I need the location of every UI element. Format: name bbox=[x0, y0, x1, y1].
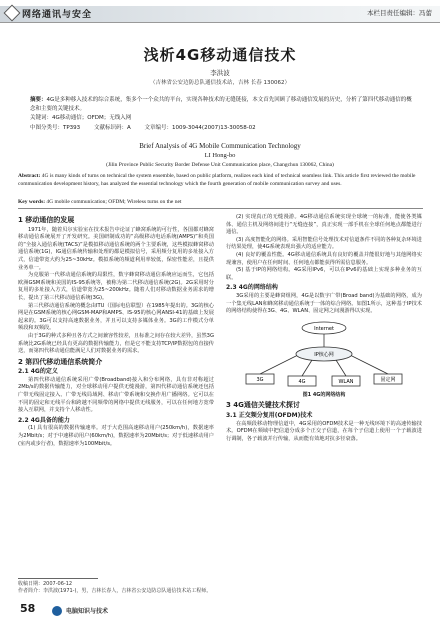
journal-logo-icon bbox=[52, 606, 62, 616]
right-column bbox=[226, 214, 422, 443]
paragraph: 1971年，随着贝尔实验室在技术报告中论证了蜂窝系统的可行性，各国都对蜂窝移动通信系统展开了开发研究。美国研制成功的“高级移动电话系统(AMPS)”和英国的“全接入通信系统(TACS)”是模拟移动通信系统的两个主要系统，这些模拟蜂窝移动通信系统(1G)，IG通信系统传输和处理的都是模拟信号，采用频分复用的多址接入方式，信道带宽大约为25~30kHz。模拟系统的频道利用率较低，保密性能差，且提供业务单一。 bbox=[18, 226, 214, 271]
subsection-heading: 3.1 正交频分复用(OFDM)技术 bbox=[226, 411, 313, 419]
english-keywords bbox=[18, 199, 423, 205]
english-affiliation: (Jilin Province Public Security Border Defense Unit Communication place, Changchun 130062, China) bbox=[106, 162, 334, 168]
received-date: 收稿日期：2007-06-12 bbox=[18, 581, 73, 587]
paragraph: 3G采用的主要是蜂窝组网，4G是以数字广带(Broad band)为基础的网络，成为一个集无线LAN和蜂窝移动通信系统于一体的综合网络。如图1所示，这种基于IP技术的网络结构使得在3G、4G、WLAN、固定网之间漫游得以实现。 bbox=[226, 292, 422, 315]
ip-core-label: IP核心网 bbox=[314, 351, 334, 358]
subsection-heading: 2.3 4G的网络结构 bbox=[226, 284, 278, 292]
paragraph: 在高频段移动物理信道中，4G采用的OFDM技术是一种无线环境下的高速传输技术。OFDM在频域中把信道分成多个正交子信道，在每个子信道上使用一个子载波进行调制，各子载波并行传输，从而能有效地对抗多径衰落。 bbox=[226, 420, 422, 442]
footnote bbox=[18, 581, 218, 595]
page-footer bbox=[0, 598, 440, 620]
network-diagram bbox=[226, 320, 422, 390]
subsection-heading: 2.2 4G具备的能力 bbox=[18, 416, 70, 424]
paragraph: 由于3G的种式多种且各方式之间兼容性较差，且标准之间存在较大差异，虽然3G系统比2G系统已经具有更高的数据传输能力，但是它不能支持TCP/IP数据包的直接传送，而第四代移动通信能满足人们对数据业务的需求。 bbox=[18, 332, 214, 355]
doc-code: 文献标识码：A bbox=[93, 125, 131, 131]
paragraph: (4) 良好的覆盖性能。4G移动通信系统具有良好的覆盖并能很好地与其他网络实现兼容，使用户在任何时间、任何地点都能获得所需信息服务。 bbox=[226, 251, 422, 266]
english-title: Brief Analysis of 4G Mobile Communication Technology bbox=[139, 142, 301, 150]
header-editor: 本栏目责任编辑：冯蕾 bbox=[367, 9, 432, 17]
link-core-wlan bbox=[336, 360, 346, 376]
paper-affiliation: （吉林省公安边防总队通信技术站，吉林 长春 130062） bbox=[150, 80, 290, 86]
paragraph: (2) 实现真正的无缝漫游。4G移动通信系统实现全球统一的标准，能使各类媒体、通信主机及网络间进行“无缝连接”，真正实现一部手机在全球任何地点都能进行通信。 bbox=[226, 214, 422, 236]
section-heading: 1 移动通信的发展 bbox=[18, 216, 75, 224]
journal-name: 电脑知识与技术 bbox=[66, 608, 109, 615]
paragraph: (5) 基于IP的网络结构。4G采用IPv6，可以在IPv6的基础上实现多种业务的互联。 bbox=[226, 267, 422, 281]
link-core-4g bbox=[302, 360, 312, 376]
link-core-3g bbox=[260, 355, 298, 374]
abstract bbox=[30, 96, 415, 123]
paper-title: 浅析4G移动通信技术 bbox=[143, 46, 297, 64]
keywords: 关键词：4G移动通信；OFDM；无线入网 bbox=[30, 115, 132, 121]
classification-line bbox=[30, 124, 415, 133]
english-author: LI Hong-bo bbox=[204, 152, 236, 159]
english-abstract bbox=[18, 172, 423, 188]
internet-label: Internet bbox=[314, 325, 334, 332]
page-header bbox=[0, 0, 440, 30]
link-core-fixed bbox=[350, 355, 388, 374]
figure-caption: 图1 4G的网络结构 bbox=[302, 391, 346, 398]
network-diagram-svg bbox=[226, 320, 422, 390]
english-keywords-text: 4G mobile communication; OFDM; Wireless turns on the net bbox=[46, 199, 182, 205]
abstract-label: 摘要： bbox=[30, 97, 47, 103]
paragraph: 第四代移动通信系统采用广带(Broadband)接入和分布网络，具有非对称超过2Mb/s的数据传输能力，对全球移动用户提供无缝漫游，第四代移动通信系统还包括广带无线固定接入、广带无线局域网、移动广带系统和交换作用广播网络。它可以在不同的固定和无线平台和跨越不同频带的网络中提供无线服务，可以在任何地方宽带接入互联网，并支持个人移动性。 bbox=[18, 376, 214, 414]
footnote-rule bbox=[18, 578, 98, 579]
node-wlan-label: WLAN bbox=[338, 378, 354, 385]
node-4g-label: 4G bbox=[298, 378, 306, 385]
header-rule bbox=[0, 22, 440, 23]
node-3g-label: 3G bbox=[256, 376, 264, 383]
subsection-heading: 2.1 4G的定义 bbox=[18, 368, 58, 376]
english-abstract-text: 4G is many kinds of turns on technical the system ensemble, based on public platform, realizes each kind of technical seamless link. This article first reviewed the mobile communication development history, has analyzed the essential technology which the fourth generation of mobile communication survey and uses. bbox=[18, 173, 416, 187]
left-column bbox=[18, 214, 214, 448]
english-keywords-label: Key words: bbox=[18, 199, 46, 205]
abstract-divider bbox=[18, 208, 423, 209]
clc-number: 中图分类号：TP393 bbox=[30, 125, 81, 131]
node-fixed-label: 固定网 bbox=[380, 376, 396, 383]
author-bio: 作者简介：李洪波(1971-)，男，吉林长春人，吉林省公安边防总队通信技术站工程师。 bbox=[18, 588, 212, 594]
section-heading: 2 第四代移动通信系统简介 bbox=[18, 357, 103, 366]
page-number: 58 bbox=[20, 602, 36, 615]
abstract-text: 4G是多种移入技术的综合系统，集多个一个众共的平台，实现各种技术的无缝链接，本文首先回顾了移动通信发展的历史，分析了第四代移动通信的概念和主要的关键技术。 bbox=[30, 97, 412, 112]
paragraph: (1) 具有很高的数据传输速率。对于大范围高速移动用户(250km/h)，数据速率为2Mbit/s；对于中速移动用户(60km/h)，数据速率为20Mbit/s；对于低速移动用户(室内或步行者)，数据速率为100Mbit/s。 bbox=[18, 425, 214, 447]
english-abstract-label: Abstract: bbox=[18, 173, 41, 179]
header-section: 网络通讯与安全 bbox=[22, 10, 93, 20]
article-number: 文章编号：1009-3044(2007)13-30058-02 bbox=[144, 125, 256, 131]
section-heading: 3 4G通信关键技术探讨 bbox=[226, 401, 300, 410]
paper-author: 李洪波 bbox=[210, 69, 230, 77]
paragraph: 为克服第一代移动通信系统的局限性，数字蜂窝移动通信系统应运而生，它包括欧洲GSM系统和美国的IS-95系统等，被称为第二代移动通信系统(2G)。2G采用时分复用的多址接入方式，信道带宽为25~200kHz。随着人们对移动数据业务需求的增长，提出了第三代移动通信系统(3G)。 bbox=[18, 272, 214, 301]
paragraph: 第三代移动通信系统的概念由ITU（国际电信联盟）在1985年提出的。3G的核心网是在GSM系统的核心网GSM-MAP和AMPS、IS-95的核心网ANSI-41的基础上发展起来的。3G可以支持高速数据业务，并且可以支持多媒体业务。3G的工作模式分单频段和双频段。 bbox=[18, 302, 214, 332]
paragraph: (3) 高度智能化的网络。采用智能信号处理技术对信道条件不同的各种复杂环境进行结果处理，使4G系统表现出强大的适应能力。 bbox=[226, 236, 422, 251]
